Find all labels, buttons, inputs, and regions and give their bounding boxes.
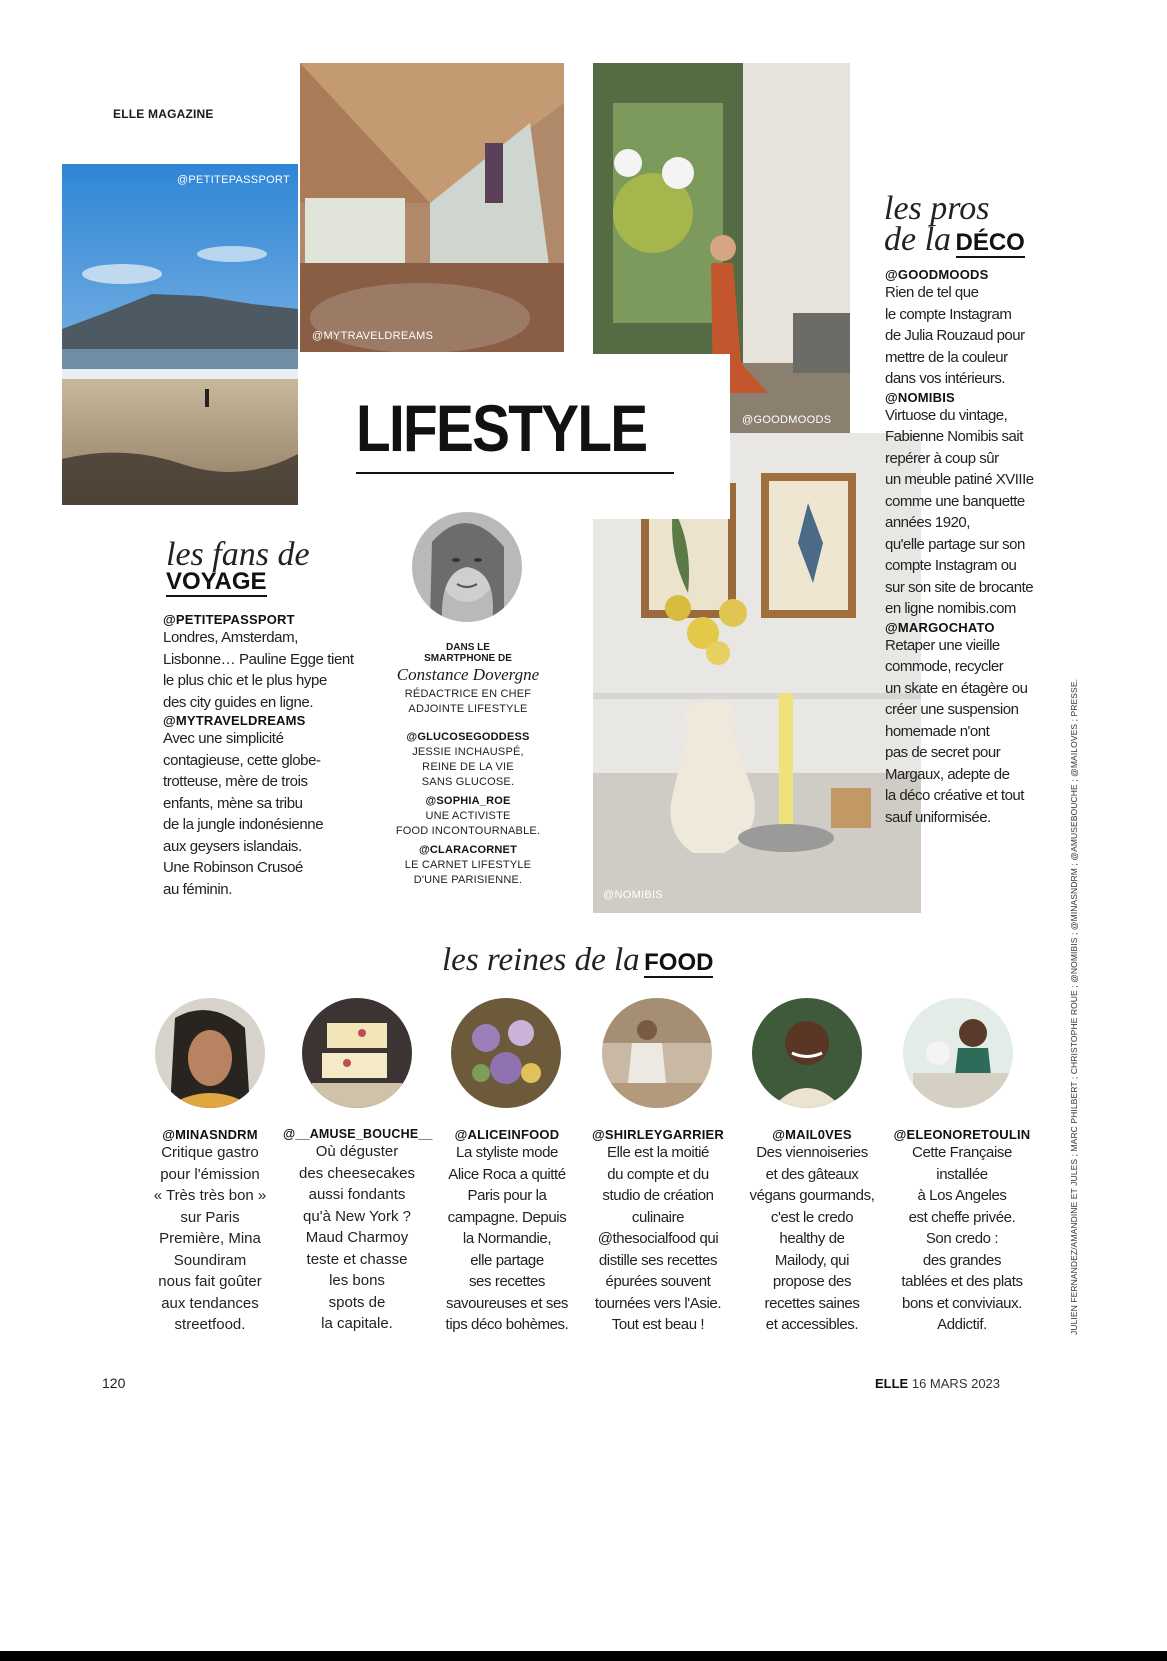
deco-title: les pros de la DÉCO xyxy=(884,190,1025,258)
handle-nomibis: @NOMIBIS xyxy=(885,389,955,405)
food-col-2: @__AMUSE_BOUCHE__ Où déguster des cheesecakes aussi fondants qu'à New York ? Maud Charmoy teste et chasse les bons spots de la capitale. xyxy=(283,1127,433,1332)
title-rule xyxy=(356,472,674,474)
smartphone-role: RÉDACTRICE EN CHEF ADJOINTE LIFESTYLE xyxy=(404,688,532,715)
photo-caption: @MYTRAVELDREAMS xyxy=(312,330,434,342)
photo-caption-goodmoods: @GOODMOODS xyxy=(742,414,832,426)
smartphone-name: Constance Dovergne xyxy=(396,665,540,684)
portrait-mailoves xyxy=(752,998,862,1108)
page-number: 120 xyxy=(102,1375,126,1391)
handle-goodmoods: @GOODMOODS xyxy=(885,267,989,282)
bottom-bar xyxy=(0,1651,1167,1661)
footer-issue: ELLE 16 MARS 2023 xyxy=(875,1376,1001,1391)
handle-petitepassport: @PETITEPASSPORT xyxy=(163,612,295,627)
deco-entries xyxy=(885,267,1060,828)
handle-claracornet: @CLARACORNET xyxy=(418,844,518,856)
portrait-aliceinfood xyxy=(451,998,561,1108)
food-title: les reines de la FOOD xyxy=(442,942,714,978)
magazine-header: ELLE MAGAZINE xyxy=(113,107,214,121)
photo-petitepassport xyxy=(62,164,298,505)
food-col-3: @ALICEINFOOD La styliste mode Alice Roca a quitté Paris pour la campagne. Depuis la Normandie, elle partage ses recettes savoureuses et ses tips déco bohèmes. xyxy=(445,1127,569,1333)
handle-sophia-roe: @SOPHIA_ROE xyxy=(425,795,511,807)
voyage-text-1: Londres, Amsterdam, Lisbonne… Pauline Egge tient le plus chic et le plus hype des city guides en ligne. xyxy=(163,629,354,711)
smartphone-kicker: DANS LE SMARTPHONE DE xyxy=(424,642,512,664)
portrait-constance-dovergne xyxy=(412,512,522,622)
voyage-title: les fans de VOYAGE xyxy=(166,536,310,595)
smartphone-block xyxy=(380,642,556,888)
handle-mytraveldreams: @MYTRAVELDREAMS xyxy=(163,713,306,728)
handle-margochato: @MARGOCHATO xyxy=(885,619,995,635)
food-col-4: @SHIRLEYGARRIER Elle est la moitié du compte et du studio de création culinaire @thesocialfood qui distille ses recettes épurées souvent tournées vers l'Asie. Tout est beau ! xyxy=(592,1127,724,1333)
smartphone-text-2: UNE ACTIVISTE FOOD INCONTOURNABLE. xyxy=(395,810,541,837)
portrait-shirleygarrier xyxy=(602,998,712,1108)
deco-text-1: Rien de tel que le compte Instagram de Julia Rouzaud pour mettre de la couleur dans vos intérieurs. xyxy=(885,284,1025,387)
deco-text-3: Retaper une vieille commode, recycler un skate en étagère ou créer une suspension homemade n'ont pas de secret pour Margaux, adepte de la déco créative et tout sauf uniformisée. xyxy=(885,636,1028,826)
photo-mytraveldreams xyxy=(300,63,564,352)
portrait-amuse-bouche xyxy=(302,998,412,1108)
photo-credits: JULIEN FERNANDEZ/AMANDINE ET JULES ; MARC PHILBERT ; CHRISTOPHE ROUE ; @NOMIBIS ; @MINASNDRM ; @AMUSEBOUCHE ; @MAILOVES ; PRESSE. xyxy=(1069,678,1079,1335)
portrait-eleonoretoulin xyxy=(903,998,1013,1108)
title-block xyxy=(298,354,730,519)
smartphone-text-3: LE CARNET LIFESTYLE D'UNE PARISIENNE. xyxy=(404,859,532,886)
handle-glucosegoddess: @GLUCOSEGODDESS xyxy=(406,731,530,743)
portrait-minasndrm xyxy=(155,998,265,1108)
food-col-5: @MAIL0VES Des viennoiseries et des gâteaux végans gourmands, c'est le credo healthy de Mailody, qui propose des recettes saines et accessibles. xyxy=(749,1127,875,1333)
voyage-text-2: Avec une simplicité contagieuse, cette globe- trotteuse, mère de trois enfants, mène sa tribu de la jungle indonésienne aux geysers islandais. Une Robinson Crusoé au féminin. xyxy=(163,730,324,898)
photo-caption: @PETITEPASSPORT xyxy=(176,174,290,186)
lifestyle-title: LIFESTYLE xyxy=(356,391,647,465)
voyage-entries xyxy=(163,612,358,900)
smartphone-text-1: JESSIE INCHAUSPÉ, REINE DE LA VIE SANS GLUCOSE. xyxy=(412,746,524,788)
deco-text-2: Virtuose du vintage, Fabienne Nomibis sait repérer à coup sûr un meuble patiné XVIIIe comme une banquette années 1920, qu'elle partage sur son compte Instagram ou sur son site de brocante en ligne nomibis.com xyxy=(885,406,1034,617)
photo-caption: @NOMIBIS xyxy=(603,889,664,901)
food-col-1: @MINASNDRM Critique gastro pour l'émission « Très très bon » sur Paris Première, Mina Soundiram nous fait goûter aux tendances streetfood. xyxy=(153,1127,267,1333)
food-col-6: @ELEONORETOULIN Cette Française installée à Los Angeles est cheffe privée. Son credo : des grandes tablées et des plats bons et conviviaux. Addictif. xyxy=(893,1127,1031,1333)
